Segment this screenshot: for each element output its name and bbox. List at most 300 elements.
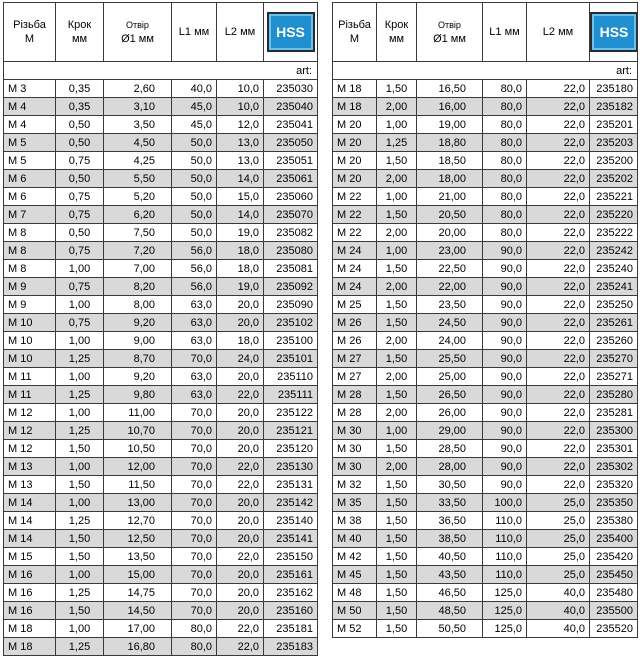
table-row <box>4 152 318 170</box>
l2-cell: 20,0 <box>217 566 264 584</box>
l2-cell: 22,0 <box>527 98 590 116</box>
table-row <box>333 530 638 548</box>
l2-cell: 25,0 <box>527 566 590 584</box>
art-number-cell: 235201 <box>590 116 638 134</box>
l1-cell: 90,0 <box>483 458 527 476</box>
l2-cell: 40,0 <box>527 602 590 620</box>
pitch-cell: 2,00 <box>377 98 417 116</box>
table-row <box>4 620 318 638</box>
table-row <box>333 80 638 98</box>
l2-cell: 19,0 <box>217 278 264 296</box>
thread-cell: M 24 <box>333 260 377 278</box>
l2-cell: 19,0 <box>217 224 264 242</box>
table-row <box>4 278 318 296</box>
hole-cell: 2,60 <box>104 80 172 98</box>
l2-cell: 22,0 <box>527 422 590 440</box>
art-number-cell: 235130 <box>264 458 318 476</box>
table-row <box>4 584 318 602</box>
table-row <box>4 98 318 116</box>
pitch-cell: 1,50 <box>56 530 104 548</box>
l1-cell: 50,0 <box>172 134 217 152</box>
pitch-cell: 1,50 <box>56 476 104 494</box>
pitch-cell: 0,50 <box>56 134 104 152</box>
pitch-cell: 1,50 <box>377 440 417 458</box>
l2-cell: 22,0 <box>527 170 590 188</box>
thread-cell: M 9 <box>4 278 56 296</box>
table-row <box>4 638 318 656</box>
l1-cell: 70,0 <box>172 602 217 620</box>
thread-cell: M 24 <box>333 242 377 260</box>
pitch-cell: 1,50 <box>377 152 417 170</box>
art-number-cell: 235160 <box>264 602 318 620</box>
art-number-cell: 235140 <box>264 512 318 530</box>
table-row <box>4 368 318 386</box>
art-number-cell: 235060 <box>264 188 318 206</box>
hole-cell: 18,80 <box>417 134 483 152</box>
pitch-cell: 1,00 <box>377 242 417 260</box>
hole-cell: 40,50 <box>417 548 483 566</box>
table-row <box>333 278 638 296</box>
l1-cell: 90,0 <box>483 404 527 422</box>
l2-cell: 22,0 <box>527 386 590 404</box>
art-number-cell: 235070 <box>264 206 318 224</box>
thread-cell: M 12 <box>4 440 56 458</box>
l2-cell: 18,0 <box>217 260 264 278</box>
l2-cell: 22,0 <box>217 548 264 566</box>
l1-cell: 80,0 <box>483 224 527 242</box>
pitch-cell: 1,25 <box>377 134 417 152</box>
pitch-cell: 1,50 <box>56 602 104 620</box>
pitch-cell: 2,00 <box>377 278 417 296</box>
art-number-cell: 235082 <box>264 224 318 242</box>
table-row <box>333 170 638 188</box>
art-number-cell: 235181 <box>264 620 318 638</box>
pitch-header: Крок мм <box>377 3 417 62</box>
table-row <box>333 134 638 152</box>
table-row <box>4 80 318 98</box>
table-row <box>333 494 638 512</box>
hole-cell: 26,50 <box>417 386 483 404</box>
table-row <box>333 386 638 404</box>
thread-cell: M 5 <box>4 152 56 170</box>
hole-cell: 30,50 <box>417 476 483 494</box>
art-number-cell: 235180 <box>590 80 638 98</box>
table-row <box>4 332 318 350</box>
hole-cell: 13,50 <box>104 548 172 566</box>
pitch-cell: 2,00 <box>377 170 417 188</box>
art-number-cell: 235400 <box>590 530 638 548</box>
table-row <box>333 368 638 386</box>
table-row <box>333 332 638 350</box>
thread-cell: M 9 <box>4 296 56 314</box>
table-row <box>333 314 638 332</box>
pitch-cell: 1,00 <box>56 566 104 584</box>
hole-cell: 36,50 <box>417 512 483 530</box>
thread-cell: M 28 <box>333 386 377 404</box>
pitch-cell: 1,50 <box>377 260 417 278</box>
hole-cell: 12,00 <box>104 458 172 476</box>
art-number-cell: 235061 <box>264 170 318 188</box>
hss-logo-cell <box>590 3 638 62</box>
art-number-cell: 235102 <box>264 314 318 332</box>
table-row <box>333 548 638 566</box>
table-row <box>333 584 638 602</box>
l2-cell: 22,0 <box>527 296 590 314</box>
hole-cell: 18,50 <box>417 152 483 170</box>
art-number-cell: 235302 <box>590 458 638 476</box>
pitch-cell: 1,25 <box>56 512 104 530</box>
art-number-cell: 235141 <box>264 530 318 548</box>
table-body <box>4 62 318 656</box>
l2-cell: 22,0 <box>527 440 590 458</box>
art-number-cell: 235220 <box>590 206 638 224</box>
table-row <box>4 404 318 422</box>
art-number-cell: 235101 <box>264 350 318 368</box>
thread-cell: M 20 <box>333 170 377 188</box>
l1-cell: 80,0 <box>172 620 217 638</box>
thread-cell: M 14 <box>4 494 56 512</box>
thread-cell: M 22 <box>333 206 377 224</box>
table-row <box>333 152 638 170</box>
table-row <box>333 98 638 116</box>
l1-cell: 40,0 <box>172 80 217 98</box>
art-number-cell: 235183 <box>264 638 318 656</box>
hole-cell: 16,00 <box>417 98 483 116</box>
l2-cell: 14,0 <box>217 206 264 224</box>
l1-cell: 70,0 <box>172 512 217 530</box>
thread-cell: M 8 <box>4 242 56 260</box>
art-number-cell: 235271 <box>590 368 638 386</box>
thread-header: Різьба M <box>333 3 377 62</box>
l2-header: L2 мм <box>527 3 590 62</box>
l2-cell: 22,0 <box>527 116 590 134</box>
thread-cell: M 42 <box>333 548 377 566</box>
pitch-cell: 1,00 <box>56 260 104 278</box>
l2-header: L2 мм <box>217 3 264 62</box>
pitch-cell: 1,00 <box>56 296 104 314</box>
pitch-cell: 1,50 <box>377 314 417 332</box>
l2-cell: 10,0 <box>217 98 264 116</box>
pitch-cell: 1,00 <box>56 458 104 476</box>
l2-cell: 22,0 <box>217 386 264 404</box>
table-row <box>4 170 318 188</box>
art-number-cell: 235480 <box>590 584 638 602</box>
l1-cell: 63,0 <box>172 368 217 386</box>
l2-cell: 22,0 <box>527 458 590 476</box>
thread-cell: M 18 <box>333 98 377 116</box>
hole-cell: 16,80 <box>104 638 172 656</box>
l1-cell: 80,0 <box>483 116 527 134</box>
pitch-cell: 1,25 <box>56 350 104 368</box>
l1-cell: 70,0 <box>172 494 217 512</box>
l1-cell: 110,0 <box>483 548 527 566</box>
l2-cell: 20,0 <box>217 494 264 512</box>
hole-cell: 28,50 <box>417 440 483 458</box>
l1-cell: 56,0 <box>172 260 217 278</box>
table-row <box>333 422 638 440</box>
art-number-cell: 235200 <box>590 152 638 170</box>
l2-cell: 25,0 <box>527 530 590 548</box>
tap-table-left <box>3 2 318 656</box>
thread-cell: M 38 <box>333 512 377 530</box>
pitch-cell: 2,00 <box>377 404 417 422</box>
l2-cell: 25,0 <box>527 494 590 512</box>
thread-cell: M 27 <box>333 368 377 386</box>
hole-cell: 20,50 <box>417 206 483 224</box>
thread-cell: M 35 <box>333 494 377 512</box>
pitch-cell: 1,50 <box>377 350 417 368</box>
table-row <box>4 566 318 584</box>
pitch-cell: 1,50 <box>377 548 417 566</box>
pitch-cell: 1,00 <box>377 422 417 440</box>
art-number-cell: 235090 <box>264 296 318 314</box>
hss-logo-cell <box>264 3 318 62</box>
table-header <box>4 3 318 62</box>
hole-cell: 14,75 <box>104 584 172 602</box>
l1-cell: 90,0 <box>483 260 527 278</box>
hole-cell: 24,50 <box>417 314 483 332</box>
art-number-cell: 235240 <box>590 260 638 278</box>
table-row <box>4 296 318 314</box>
thread-cell: M 13 <box>4 476 56 494</box>
pitch-cell: 1,50 <box>56 440 104 458</box>
table-row <box>4 188 318 206</box>
l2-cell: 22,0 <box>217 476 264 494</box>
table-row <box>333 224 638 242</box>
art-number-cell: 235350 <box>590 494 638 512</box>
table-row <box>4 242 318 260</box>
art-number-cell: 235131 <box>264 476 318 494</box>
pitch-cell: 1,50 <box>377 620 417 638</box>
l1-cell: 90,0 <box>483 332 527 350</box>
thread-cell: M 22 <box>333 188 377 206</box>
pitch-cell: 1,00 <box>56 620 104 638</box>
thread-cell: M 4 <box>4 116 56 134</box>
l2-cell: 40,0 <box>527 584 590 602</box>
hole-cell: 9,00 <box>104 332 172 350</box>
thread-cell: M 16 <box>4 566 56 584</box>
table-row <box>333 350 638 368</box>
table-row <box>4 548 318 566</box>
art-number-cell: 235202 <box>590 170 638 188</box>
l1-cell: 70,0 <box>172 548 217 566</box>
art-number-cell: 235030 <box>264 80 318 98</box>
thread-cell: M 12 <box>4 422 56 440</box>
hole-cell: 18,00 <box>417 170 483 188</box>
table-row <box>4 512 318 530</box>
thread-cell: M 6 <box>4 170 56 188</box>
hole-cell: 7,00 <box>104 260 172 278</box>
art-number-cell: 235162 <box>264 584 318 602</box>
l1-cell: 80,0 <box>483 152 527 170</box>
art-number-cell: 235111 <box>264 386 318 404</box>
l1-cell: 100,0 <box>483 494 527 512</box>
l2-cell: 22,0 <box>527 206 590 224</box>
art-number-cell: 235320 <box>590 476 638 494</box>
thread-cell: M 30 <box>333 440 377 458</box>
table-row <box>4 458 318 476</box>
pitch-cell: 1,50 <box>377 80 417 98</box>
table-row <box>4 602 318 620</box>
pitch-cell: 1,25 <box>56 422 104 440</box>
table-row <box>333 566 638 584</box>
l1-cell: 90,0 <box>483 242 527 260</box>
hole-cell: 20,00 <box>417 224 483 242</box>
thread-cell: M 26 <box>333 332 377 350</box>
l2-cell: 22,0 <box>527 80 590 98</box>
l1-header: L1 мм <box>172 3 217 62</box>
thread-cell: M 18 <box>4 620 56 638</box>
l1-cell: 63,0 <box>172 296 217 314</box>
l2-cell: 24,0 <box>217 350 264 368</box>
art-number-cell: 235280 <box>590 386 638 404</box>
hole-cell: 33,50 <box>417 494 483 512</box>
l1-cell: 80,0 <box>483 134 527 152</box>
l1-header: L1 мм <box>483 3 527 62</box>
table-row <box>4 350 318 368</box>
art-number-cell: 235380 <box>590 512 638 530</box>
art-number-cell: 235261 <box>590 314 638 332</box>
l1-cell: 63,0 <box>172 314 217 332</box>
thread-cell: M 40 <box>333 530 377 548</box>
hole-header: Отвір Ø1 мм <box>417 3 483 62</box>
l2-cell: 20,0 <box>217 296 264 314</box>
art-number-cell: 235040 <box>264 98 318 116</box>
l2-cell: 22,0 <box>527 350 590 368</box>
art-number-cell: 235110 <box>264 368 318 386</box>
l1-cell: 110,0 <box>483 566 527 584</box>
pitch-cell: 0,75 <box>56 206 104 224</box>
l1-cell: 50,0 <box>172 152 217 170</box>
pitch-cell: 1,50 <box>377 566 417 584</box>
art-label: art: <box>264 62 318 80</box>
hole-cell: 22,00 <box>417 278 483 296</box>
table-row <box>333 458 638 476</box>
thread-cell: M 6 <box>4 188 56 206</box>
art-number-cell: 235122 <box>264 404 318 422</box>
l1-cell: 80,0 <box>172 638 217 656</box>
thread-cell: M 25 <box>333 296 377 314</box>
pitch-cell: 0,75 <box>56 242 104 260</box>
l2-cell: 22,0 <box>527 152 590 170</box>
pitch-cell: 0,75 <box>56 278 104 296</box>
table-row <box>333 296 638 314</box>
table-row <box>333 404 638 422</box>
thread-cell: M 11 <box>4 368 56 386</box>
pitch-cell: 0,50 <box>56 224 104 242</box>
thread-cell: M 32 <box>333 476 377 494</box>
hss-logo: HSS <box>590 12 638 52</box>
hole-cell: 43,50 <box>417 566 483 584</box>
l2-cell: 20,0 <box>217 368 264 386</box>
l1-cell: 90,0 <box>483 350 527 368</box>
table-header <box>333 3 638 62</box>
art-number-cell: 235050 <box>264 134 318 152</box>
thread-cell: M 5 <box>4 134 56 152</box>
pitch-cell: 1,50 <box>377 494 417 512</box>
art-number-cell: 235242 <box>590 242 638 260</box>
l2-cell: 20,0 <box>217 602 264 620</box>
table-row <box>4 206 318 224</box>
table-row <box>4 494 318 512</box>
l1-cell: 50,0 <box>172 224 217 242</box>
thread-cell: M 45 <box>333 566 377 584</box>
l1-cell: 80,0 <box>483 206 527 224</box>
art-number-cell: 235301 <box>590 440 638 458</box>
l2-cell: 13,0 <box>217 134 264 152</box>
l1-cell: 90,0 <box>483 296 527 314</box>
art-number-cell: 235182 <box>590 98 638 116</box>
table-row <box>4 386 318 404</box>
l2-cell: 22,0 <box>527 278 590 296</box>
hole-cell: 12,70 <box>104 512 172 530</box>
table-row <box>4 422 318 440</box>
art-number-cell: 235203 <box>590 134 638 152</box>
l1-cell: 70,0 <box>172 566 217 584</box>
art-number-cell: 235051 <box>264 152 318 170</box>
l2-cell: 22,0 <box>527 332 590 350</box>
l2-cell: 15,0 <box>217 188 264 206</box>
art-number-cell: 235092 <box>264 278 318 296</box>
l1-cell: 80,0 <box>483 98 527 116</box>
hole-cell: 21,00 <box>417 188 483 206</box>
pitch-cell: 1,50 <box>377 584 417 602</box>
hole-cell: 25,00 <box>417 368 483 386</box>
l2-cell: 20,0 <box>217 512 264 530</box>
hole-cell: 26,00 <box>417 404 483 422</box>
pitch-cell: 1,25 <box>56 638 104 656</box>
table-row <box>333 602 638 620</box>
table-row <box>333 116 638 134</box>
pitch-cell: 0,75 <box>56 314 104 332</box>
tap-table-right <box>332 2 638 638</box>
art-number-cell: 235520 <box>590 620 638 638</box>
thread-cell: M 14 <box>4 512 56 530</box>
l2-cell: 22,0 <box>527 368 590 386</box>
pitch-cell: 1,00 <box>377 188 417 206</box>
l1-cell: 70,0 <box>172 476 217 494</box>
thread-header: Різьба M <box>4 3 56 62</box>
hole-cell: 9,80 <box>104 386 172 404</box>
thread-cell: M 30 <box>333 458 377 476</box>
l1-cell: 56,0 <box>172 278 217 296</box>
l2-cell: 22,0 <box>217 620 264 638</box>
hole-cell: 8,00 <box>104 296 172 314</box>
l2-cell: 22,0 <box>217 638 264 656</box>
pitch-cell: 0,75 <box>56 152 104 170</box>
pitch-cell: 1,00 <box>56 404 104 422</box>
pitch-cell: 2,00 <box>377 368 417 386</box>
pitch-cell: 1,50 <box>56 548 104 566</box>
hole-cell: 50,50 <box>417 620 483 638</box>
hole-cell: 9,20 <box>104 368 172 386</box>
hole-cell: 4,25 <box>104 152 172 170</box>
l1-cell: 80,0 <box>483 80 527 98</box>
hole-cell: 13,00 <box>104 494 172 512</box>
l2-cell: 20,0 <box>217 314 264 332</box>
l1-cell: 70,0 <box>172 422 217 440</box>
pitch-cell: 1,50 <box>377 512 417 530</box>
table-body <box>333 62 638 638</box>
l1-cell: 70,0 <box>172 350 217 368</box>
l2-cell: 18,0 <box>217 332 264 350</box>
art-number-cell: 235250 <box>590 296 638 314</box>
hole-cell: 4,50 <box>104 134 172 152</box>
l1-cell: 80,0 <box>483 188 527 206</box>
pitch-cell: 1,50 <box>377 476 417 494</box>
l1-cell: 125,0 <box>483 602 527 620</box>
pitch-cell: 1,00 <box>377 116 417 134</box>
